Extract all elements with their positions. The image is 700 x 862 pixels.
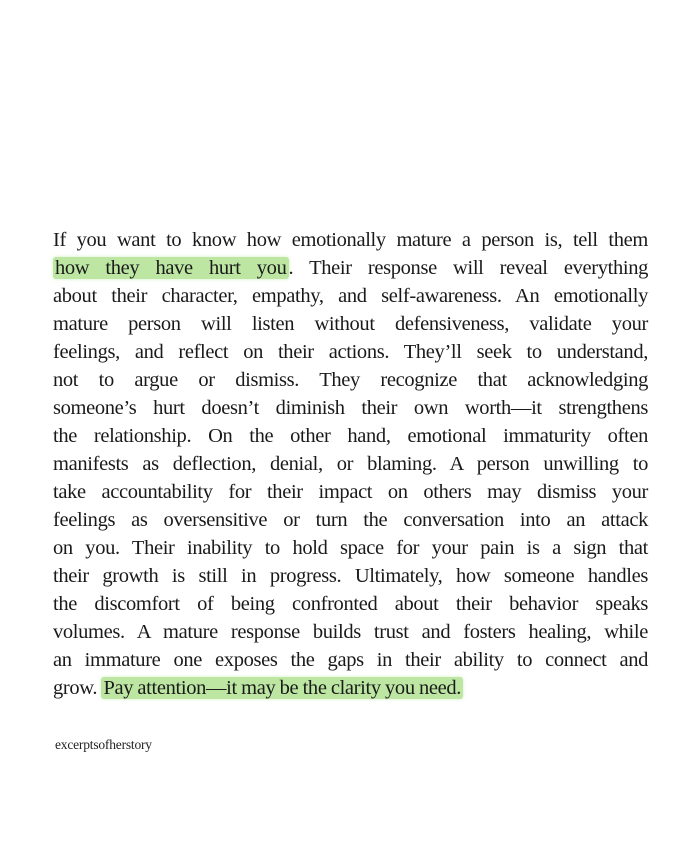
quote-line: feelings, and reflect on their actions. They’ll seek to understand, xyxy=(53,341,648,363)
quote-line xyxy=(53,674,648,702)
quote-line: the relationship. On the other hand, emotional immaturity often xyxy=(53,425,648,447)
quote-line: on you. Their inability to hold space for your pain is a sign that xyxy=(53,537,648,559)
author-credit: excerptsofherstory xyxy=(55,737,152,752)
quote-line: about their character, empathy, and self-awareness. An emotionally xyxy=(53,285,648,307)
quote-line: If you want to know how emotionally mature a person is, tell them xyxy=(53,229,648,251)
highlighted-phrase: how they have hurt you xyxy=(55,257,287,279)
quote-line: mature person will listen without defensiveness, validate your xyxy=(53,313,648,335)
quote-line: an immature one exposes the gaps in their ability to connect and xyxy=(53,649,648,671)
quote-line: take accountability for their impact on others may dismiss your xyxy=(53,481,648,503)
quote-line xyxy=(53,254,648,282)
line-text: . Their response will reveal everything xyxy=(288,257,649,279)
quote-line: the discomfort of being confronted about their behavior speaks xyxy=(53,593,648,615)
highlighted-phrase: Pay attention—it may be the clarity you need. xyxy=(103,677,462,699)
quote-line: not to argue or dismiss. They recognize that acknowledging xyxy=(53,369,648,391)
quote-line: manifests as deflection, denial, or blaming. A person unwilling to xyxy=(53,453,648,475)
quote-line: feelings as oversensitive or turn the conversation into an attack xyxy=(53,509,648,531)
quote-line: volumes. A mature response builds trust and fosters healing, while xyxy=(53,621,648,643)
line-text: grow. xyxy=(53,677,102,699)
quote-text xyxy=(53,226,648,702)
quote-line: their growth is still in progress. Ultimately, how someone handles xyxy=(53,565,648,587)
quote-line: someone’s hurt doesn’t diminish their own worth—it strengthens xyxy=(53,397,648,419)
